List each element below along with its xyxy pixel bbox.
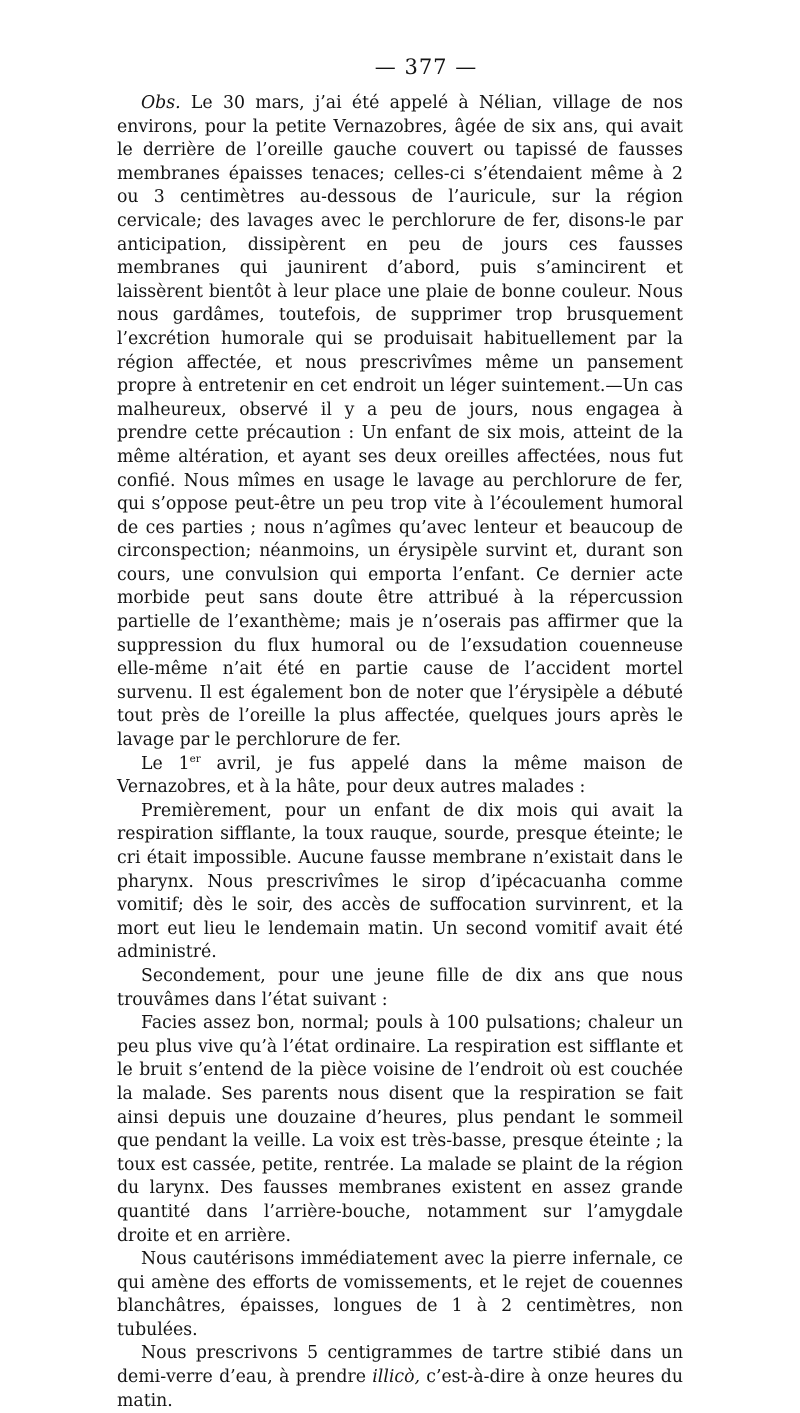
paragraph-prefix: Le 1 [141,753,190,774]
paragraph-prefix: Nous prescrivons 5 centigrammes de tartre stibié dans un demi-verre d’eau, à prendre [117,1343,683,1388]
paragraph-premierement [117,800,683,965]
paragraph-text: c’est-à-dire à onze heures du matin. [117,1367,683,1411]
book-page [117,54,683,1413]
paragraph-text: avril, je fus appelé dans la même maison de Vernazobres, et à la hâte, pour deux autres malades : [117,753,683,798]
paragraph-first-april [117,753,683,800]
paragraph-text: Facies assez bon, normal; pouls à 100 pulsations; chaleur un peu plus vive qu’à l’état ordinaire. La respiration est sifflante et le bruit s’entend de la pièce voisine de l’endroit où est couchée la malade. Ses parents nous disent que la respiration se fait ainsi depuis une douzaine d’heures, plus pendant le sommeil que pendant la veille. La voix est très-basse, presque éteinte ; la toux est cassée, petite, rentrée. La malade se plaint de la région du larynx. Des fausses membranes existent en assez grande quantité dans l’arrière-bouche, notamment sur l’amygdale droite et en arrière. [117,1013,683,1246]
paragraph-facies [117,1012,683,1248]
paragraph-text: Premièrement, pour un enfant de dix mois qui avait la respiration sifflante, la toux rauque, sourde, presque éteinte; le cri était impossible. Aucune fausse membrane n’existait dans le pharynx. Nous prescrivîmes le sirop d’ipécacuanha comme vomitif; dès le soir, des accès de suffocation survinrent, et la mort eut lieu le lendemain matin. Un second vomitif avait été administré. [117,800,683,963]
emphasis-illico: illicò, [372,1367,420,1388]
paragraph-text: Le 30 mars, j’ai été appelé à Nélian, village de nos environs, pour la petite Vernazobres, âgée de six ans, qui avait le derrière de l’oreille gauche couvert ou tapissé de fausses membranes épaisses tenaces; celles-ci s’étendaient même à 2 ou 3 centimètres au-dessous de l’auricule, sur la région cervicale; des lavages avec le perchlorure de fer, disons-le par anticipation, dissipèrent en peu de jours ces fausses membranes qui jaunirent d’abord, puis s’amincirent et laissèrent bientôt à leur place une plaie de bonne couleur. Nous nous gardâmes, toutefois, de supprimer trop brusquement l’excrétion humorale qui se produisait habituellement par la région affectée, et nous prescrivîmes même un pansement propre à entretenir en cet endroit un léger suintement.—Un cas malheureux, observé il y a peu de jours, nous engagea à prendre cette précaution : Un enfant de six mois, atteint de la même altération, et ayant ses deux oreilles affectées, nous fut confié. Nous mîmes en usage le lavage au perchlorure de fer, qui s’oppose peut-être un peu trop vite à l’écoulement humoral de ces parties ; nous n’agîmes qu’avec lenteur et beaucoup de circonspection; néanmoins, un érysipèle survint et, durant son cours, une convulsion qui emporta l’enfant. Ce dernier acte morbide peut sans doute être attribué à la répercussion partielle de l’exanthème; mais je n’oserais pas affirmer que la suppression du flux humoral ou de l’exsudation couenneuse elle-même n’ait été en partie cause de l’accident mortel survenu. Il est également bon de noter que l’érysipèle a débuté tout près de l’oreille la plus affectée, quelques jours après le lavage par le perchlorure de fer. [117,93,683,751]
page-number: — 377 — [374,55,478,79]
paragraph-secondement [117,965,683,1012]
observation-label: Obs. [141,93,181,113]
paragraph-cauterisation [117,1248,683,1342]
paragraph-text: Nous cautérisons immédiatement avec la pierre infernale, ce qui amène des efforts de vomissements, et le rejet de couennes blanchâtres, épaisses, longues de 1 à 2 centimètres, non tubulées. [117,1249,683,1340]
paragraph-prescription [117,1342,683,1413]
ordinal-superscript: er [189,752,201,765]
paragraph-observation [117,92,683,753]
paragraph-text: Secondement, pour une jeune fille de dix ans que nous trouvâmes dans l’état suivant : [117,965,683,1010]
